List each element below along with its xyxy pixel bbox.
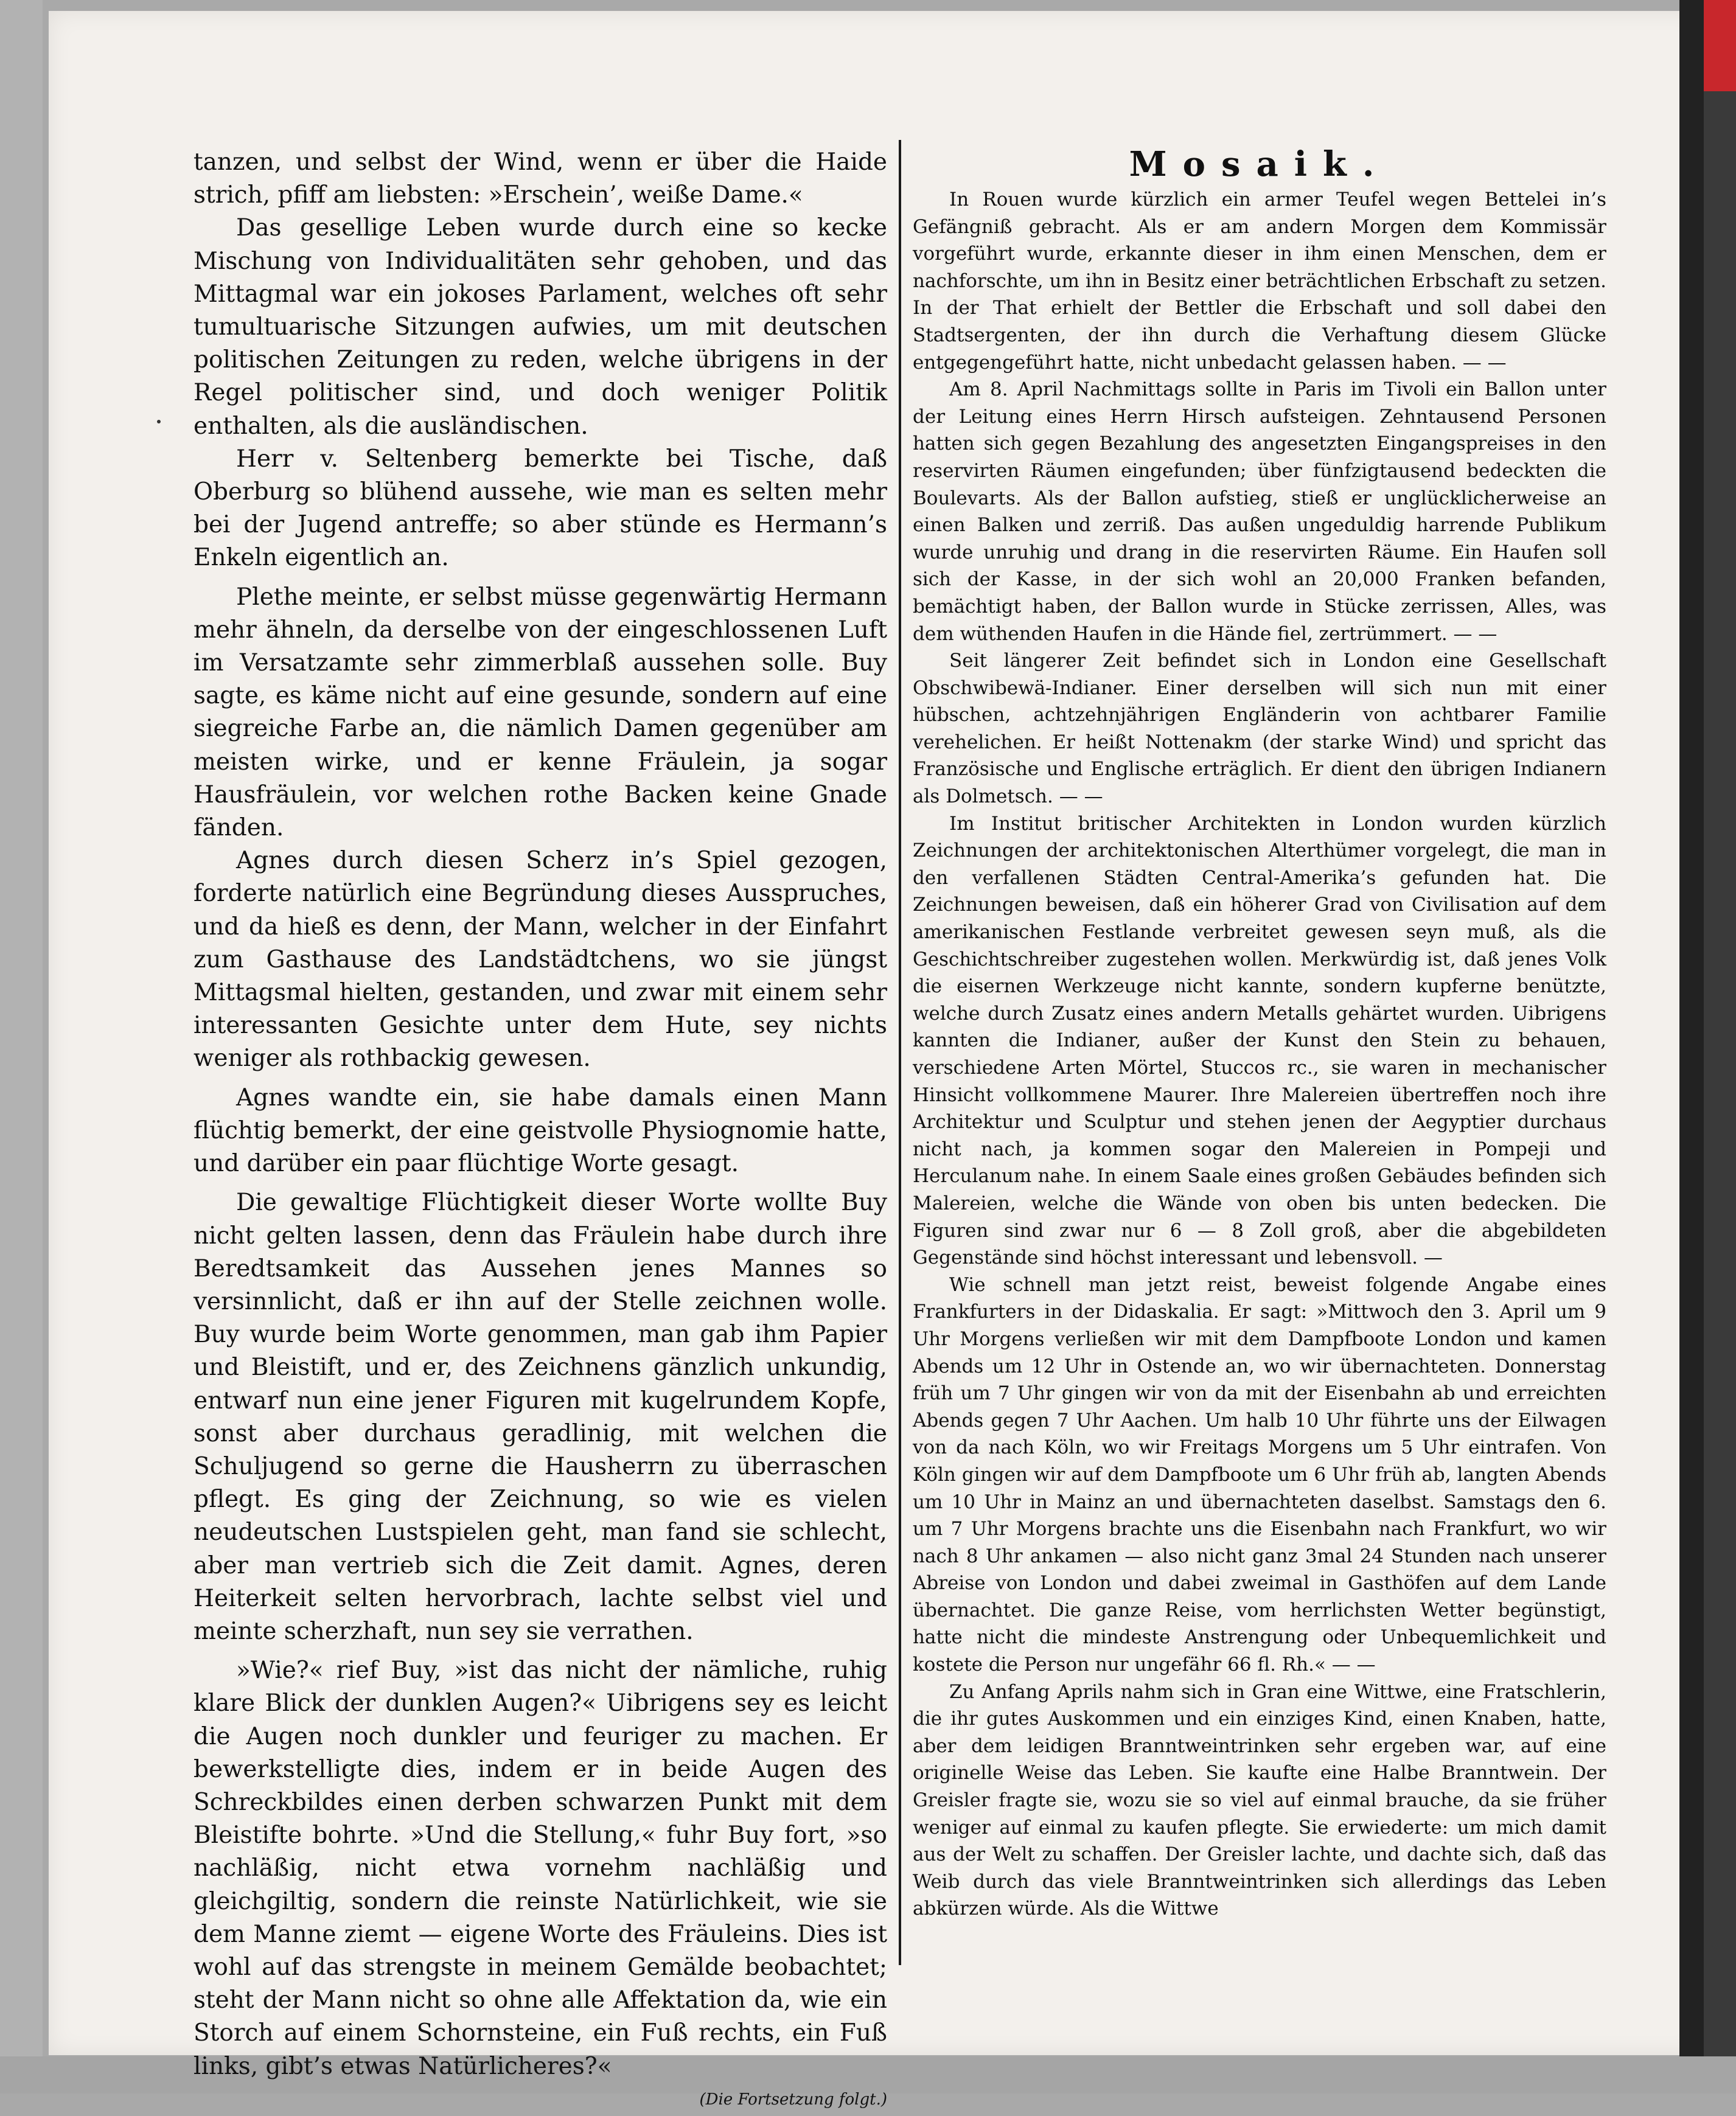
- paragraph: Zu Anfang Aprils nahm sich in Gran eine Wittwe, eine Fratschlerin, die ihr gutes Auskommen und ein einziges Kind, einen Knaben, hatte, aber dem leidigen Branntweintrinken sehr ergeben war, auf eine originelle Weise das Leben. Sie kaufte eine Halbe Branntwein. Der Greisler fragte sie, wozu sie so viel auf einmal brauche, da sie früher weniger auf einmal zu kaufen pflegte. Sie erwiederte: um mich damit aus der Welt zu schaffen. Der Greisler lachte, und dachte sich, daß das Weib durch das viele Branntweintrinken sich allerdings das Leben abkürzen würde. Als die Wittwe: [913, 1680, 1606, 1920]
- paragraph: Agnes durch diesen Scherz in’s Spiel gezogen, forderte natürlich eine Begründung dieses Ausspruches, und da hieß es denn, der Mann, welcher in der Einfahrt zum Gasthause des Landstädtchens, wo sie jüngst Mittagsmal hielten, gestanden, und zwar mit einem sehr interessanten Gesichte unter dem Hute, sey nichts weniger als rothbackig gewesen.: [193, 847, 887, 1073]
- section-title: Mosaik.: [1129, 144, 1390, 184]
- continuation-note: (Die Fortsetzung folgt.): [699, 2090, 887, 2109]
- scan-edge-dark: [1679, 0, 1704, 2093]
- paragraph: Seit längerer Zeit befindet sich in London eine Gesellschaft Obschwibewä-Indianer. Einer derselben will sich nun mit einer hübschen, achtzehnjährigen Engländerin von achtbarer Familie verehelichen. Er heißt Nottenakm (der starke Wind) und spricht das Französische und Englische erträglich. Er dient den übrigen Indianern als Dolmetsch. — —: [913, 650, 1606, 808]
- scan-margin-left: [0, 0, 43, 2093]
- paragraph: Agnes wandte ein, sie habe damals einen Mann flüchtig bemerkt, der eine geistvolle Physiognomie hatte, und darüber ein paar flüchtige Worte gesagt.: [193, 1084, 887, 1178]
- paragraph: Wie schnell man jetzt reist, beweist folgende Angabe eines Frankfurters in der Didaskalia. Er sagt: »Mittwoch den 3. April um 9 Uhr Morgens verließen wir mit dem Dampfboote London und kamen Abends um 12 Uhr in Ostende an, wo wir übernachteten. Donnerstag früh um 7 Uhr gingen wir von da mit der Eisenbahn ab und erreichten Abends gegen 7 Uhr Aachen. Um halb 10 Uhr führte uns der Eilwagen von da nach Köln, wo wir Freitags Morgens um 5 Uhr eintrafen. Von Köln gingen wir auf dem Dampfboote um 6 Uhr früh ab, langten Abends um 10 Uhr in Mainz an und übernachteten daselbst. Samstags den 6. um 7 Uhr Morgens brachte uns die Eisenbahn nach Frankfurt, wo wir nach 8 Uhr ankamen — also nicht ganz 3mal 24 Stunden nach unserer Abreise von London und dabei zweimal in Gasthöfen auf dem Lande übernachtet. Die ganze Reise, vom herrlichsten Wetter begünstigt, hatte nicht die mindeste Anstrengung oder Unbequemlichkeit und kostete die Person nur ungefähr 66 fl. Rh.« — —: [913, 1273, 1606, 1676]
- paragraph: Im Institut britischer Architekten in London wurden kürzlich Zeichnungen der architektonischen Alterthümer vorgelegt, die man in den verfallenen Städten Central-Amerika’s gefunden hat. Die Zeichnungen beweisen, daß ein höherer Grad von Civilisation auf dem amerikanischen Festlande verbreitet gewesen seyn muß, als die Geschichtschreiber zugestehen wollen. Merkwürdig ist, daß jenes Volk die eisernen Werkzeuge nicht kannte, sondern kupferne benützte, welche durch Zusatz eines andern Metalls gehärtet wurden. Uibrigens kannten die Indianer, außer der Kunst den Stein zu behauen, verschiedene Arten Mörtel, Stuccos rc., sie waren in mechanischer Hinsicht vollkommene Maurer. Ihre Malereien übertreffen noch ihre Architektur und Sculptur und stehen jenen der Aegyptier durchaus nicht nach, ja kommen sogar den Malereien in Pompeji und Herculanum nahe. In einem Saale eines großen Gebäudes befinden sich Malereien, welche die Wände von oben bis unten bedecken. Die Figuren sind zwar nur 6 — 8 Zoll groß, aber die abgebildeten Gegenstände sind höchst interessant und lebensvoll. —: [913, 812, 1606, 1269]
- column-divider: [899, 140, 901, 1965]
- ink-speck: [157, 420, 161, 423]
- paragraph: Herr v. Seltenberg bemerkte bei Tische, daß Oberburg so blühend aussehe, wie man es selten mehr bei der Jugend antreffe; so aber stünde es Hermann’s Enkeln eigentlich an.: [193, 445, 887, 572]
- paragraph: tanzen, und selbst der Wind, wenn er über die Haide strich, pfiff am liebsten: »Erschein’, weiße Dame.«: [193, 148, 887, 209]
- scan-edge-gray: [1704, 91, 1736, 2093]
- paragraph: Am 8. April Nachmittags sollte in Paris im Tivoli ein Ballon unter der Leitung eines Herrn Hirsch aufsteigen. Zehntausend Personen hatten sich gegen Bezahlung des angesetzten Eingangspreises in den reservirten Räumen eingefunden; über fünfzigtausend bedeckten die Boulevarts. Als der Ballon aufstieg, stieß er unglücklicherweise an einen Balken und zerriß. Das außen ungeduldig harrende Publikum wurde unruhig und drang in die reservirten Räume. Ein Haufen soll sich der Kasse, in der sich wohl an 20,000 Franken befanden, bemächtigt haben, der Ballon wurde in Stücke zerrissen, Alles, was dem wüthenden Haufen in die Hände fiel, zertrümmert. — —: [913, 378, 1606, 645]
- right-column: [913, 146, 1606, 1923]
- paragraph: Die gewaltige Flüchtigkeit dieser Worte wollte Buy nicht gelten lassen, denn das Fräulein habe durch ihre Beredtsamkeit das Aussehen jenes Mannes so versinnlicht, daß er ihn auf der Stelle zeichnen wolle. Buy wurde beim Worte genommen, man gab ihm Papier und Bleistift, und er, des Zeichnens gänzlich unkundig, entwarf nun eine jener Figuren mit kugelrundem Kopfe, sonst aber durchaus geradlinig, mit welchen die Schuljugend so gerne die Hausherrn zu überraschen pflegt. Es ging der Zeichnung, so wie es vielen neudeutschen Lustspielen geht, man fand sie schlecht, aber man vertrieb sich die Zeit damit. Agnes, deren Heiterkeit selten hervorbrach, lachte selbst viel und meinte scherzhaft, nun sey sie verrathen.: [193, 1189, 887, 1645]
- paragraph: Das gesellige Leben wurde durch eine so kecke Mischung von Individualitäten sehr gehoben, und das Mittagmal war ein jokoses Parlament, welches oft sehr tumultuarische Sitzungen aufwies, um mit deutschen politischen Zeitungen zu reden, welche übrigens in der Regel politischer sind, und doch weniger Politik enthalten, als die ausländischen.: [193, 214, 887, 440]
- paragraph: »Wie?« rief Buy, »ist das nicht der nämliche, ruhig klare Blick der dunklen Augen?« Uibrigens sey es leicht die Augen noch dunkler und feuriger zu machen. Er bewerkstelligte dies, indem er in beide Augen des Schreckbildes einen derben schwarzen Punkt mit dem Bleistifte bohrte. »Und die Stellung,« fuhr Buy fort, »so nachläßig, nicht etwa vornehm nachläßig und gleichgiltig, sondern die reinste Natürlichkeit, wie sie dem Manne ziemt — eigene Worte des Fräuleins. Dies ist wohl auf das strengste in meinem Gemälde beobachtet; steht der Mann nicht so ohne alle Affektation da, wie ein Storch auf einem Schornsteine, ein Fuß rechts, ein Fuß links, gibt’s etwas Natürlicheres?«: [193, 1657, 887, 2080]
- scan-edge-red-marker: [1704, 0, 1736, 91]
- paragraph: In Rouen wurde kürzlich ein armer Teufel wegen Bettelei in’s Gefängniß gebracht. Als er am andern Morgen dem Kommissär vorgeführt wurde, erkannte dieser in ihm einen Menschen, dem er nachforschte, um ihn in Besitz einer beträchtlichen Erbschaft zu setzen. In der That erhielt der Bettler die Erbschaft und soll dabei den Stadtsergenten, der ihn durch die Verhaftung diesem Glücke entgegengeführt hatte, nicht unbedacht gelassen haben. — —: [913, 189, 1606, 374]
- left-column: [193, 146, 887, 2116]
- paragraph: Plethe meinte, er selbst müsse gegenwärtig Hermann mehr ähneln, da derselbe von der eingeschlossenen Luft im Versatzamte sehr zimmerblaß aussehen solle. Buy sagte, es käme nicht auf eine gesunde, sondern auf eine siegreiche Farbe an, die nämlich Damen gegenüber am meisten wirke, und er kenne Fräulein, ja sogar Hausfräulein, vor welchen rothe Backen keine Gnade fänden.: [193, 583, 887, 842]
